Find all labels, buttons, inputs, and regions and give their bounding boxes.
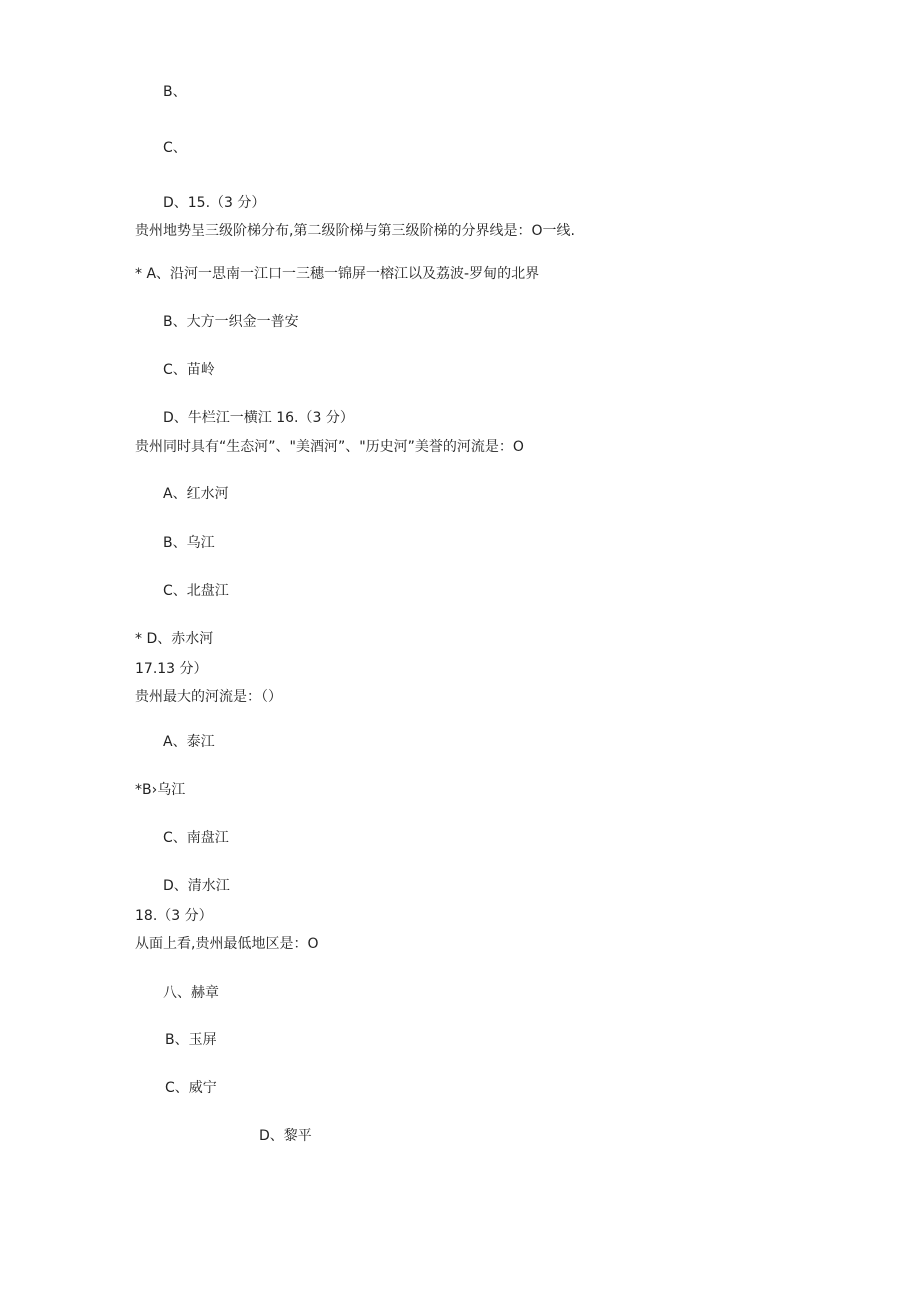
q18-header: 18.（3 分） (135, 908, 213, 924)
q17-option-c: C、南盘江 (163, 830, 229, 846)
q16-option-d-selected: * D、赤水河 (135, 631, 214, 647)
q16-option-a: A、红水河 (163, 486, 229, 502)
q17-option-a: A、泰江 (163, 734, 215, 750)
q18-option-a: 八、赫章 (163, 985, 219, 1001)
q14-option-d-q15-header: D、15.（3 分） (163, 195, 266, 211)
q17-option-b-selected: *B›乌江 (135, 782, 186, 798)
q17-header: 17.13 分） (135, 661, 208, 677)
q18-stem: 从面上看,贵州最低地区是：O (135, 936, 319, 952)
q14-option-c: C、 (163, 140, 187, 156)
q16-option-c: C、北盘江 (163, 583, 229, 599)
q15-option-d-q16-header: D、牛栏江一横江 16.（3 分） (163, 410, 354, 426)
q15-option-a-selected: * A、沿河一思南一江口一三穗一锦屏一榕江以及荔波-罗甸的北界 (135, 266, 540, 282)
q15-stem: 贵州地势呈三级阶梯分布,第二级阶梯与第三级阶梯的分界线是：O一线. (135, 223, 575, 239)
q18-option-c: C、威宁 (165, 1080, 217, 1096)
q16-stem: 贵州同时具有“生态河”、"美酒河”、"历史河”美誉的河流是：O (135, 439, 524, 455)
q18-option-d: D、黎平 (259, 1128, 312, 1144)
q14-option-b: B、 (163, 84, 187, 100)
q15-option-b: B、大方一织金一普安 (163, 314, 299, 330)
q17-option-d: D、清水江 (163, 878, 230, 894)
q18-option-b: B、玉屏 (165, 1032, 217, 1048)
q17-stem: 贵州最大的河流是：（） (135, 689, 282, 705)
q15-option-c: C、苗岭 (163, 362, 215, 378)
q16-option-b: B、乌江 (163, 535, 215, 551)
